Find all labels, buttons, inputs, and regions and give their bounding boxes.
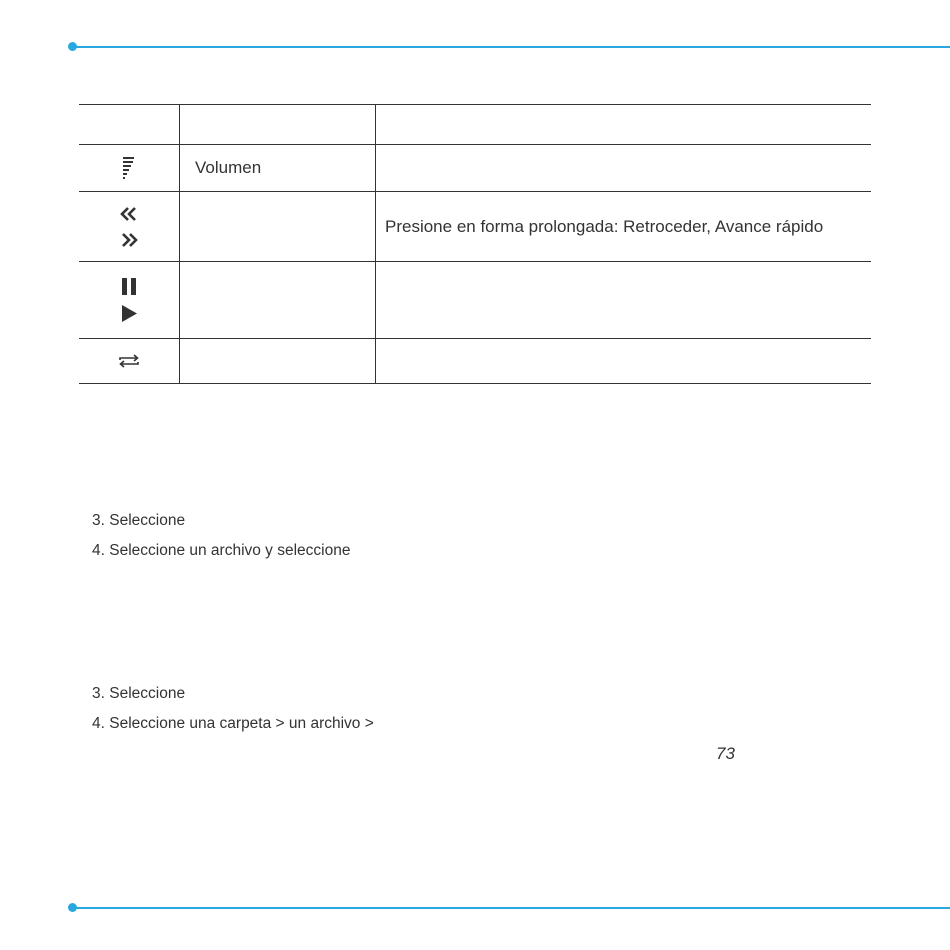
description-cell <box>376 105 872 145</box>
icon-cell <box>79 339 180 384</box>
table-row-repeat <box>79 339 871 384</box>
fast-forward-icon <box>119 232 139 248</box>
rewind-icon <box>119 206 139 222</box>
description-cell <box>376 145 872 192</box>
controls-table <box>79 104 871 384</box>
table-row-seek <box>79 192 871 262</box>
label-cell <box>180 192 376 262</box>
top-rule-dot <box>68 42 77 51</box>
description-cell: Presione en forma prolongada: Retroceder, Avance rápido <box>376 192 872 262</box>
top-rule <box>72 46 950 48</box>
repeat-icon <box>118 353 140 369</box>
section2-step3: 3. Seleccione <box>92 685 186 702</box>
bottom-rule-dot <box>68 903 77 912</box>
label-cell: Volumen <box>180 145 376 192</box>
label-cell <box>180 262 376 339</box>
page-number: 73 <box>716 744 735 763</box>
icon-cell <box>79 262 180 339</box>
volume-icon <box>123 157 135 179</box>
icon-cell <box>79 192 180 262</box>
table-header-row <box>79 105 871 145</box>
label-cell <box>180 105 376 145</box>
section1-step3: 3. Seleccione <box>92 512 186 529</box>
bottom-rule <box>72 907 950 909</box>
pause-icon <box>121 278 137 295</box>
play-icon <box>121 305 137 322</box>
table-row-play-pause <box>79 262 871 339</box>
section1-step4: 4. Seleccione un archivo y seleccione <box>92 542 351 559</box>
icon-cell <box>79 105 180 145</box>
label-cell <box>180 339 376 384</box>
description-cell <box>376 339 872 384</box>
icon-cell <box>79 145 180 192</box>
section2-step4: 4. Seleccione una carpeta > un archivo > <box>92 715 374 732</box>
table-row-volume <box>79 145 871 192</box>
description-cell <box>376 262 872 339</box>
